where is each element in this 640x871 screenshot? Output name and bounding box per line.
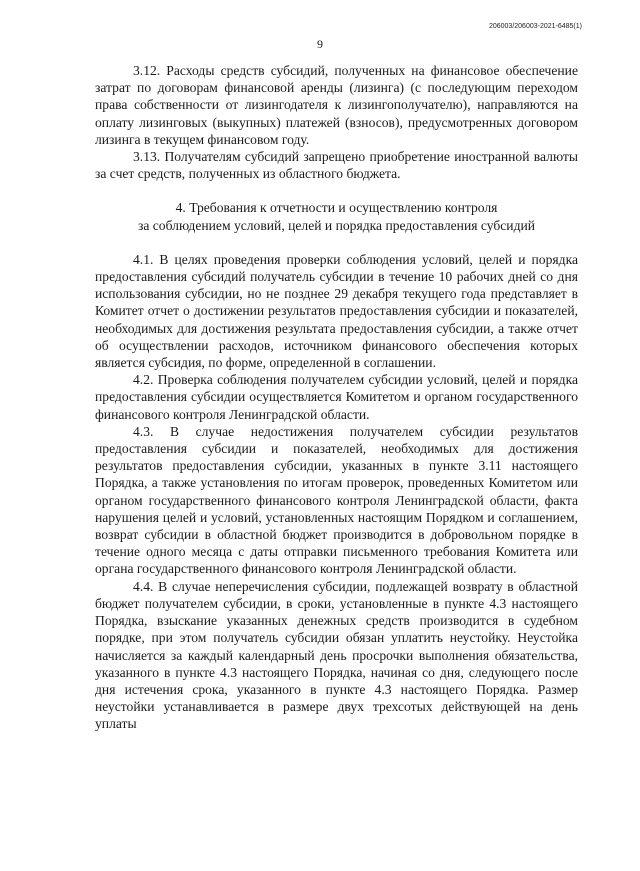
paragraph-3-13: 3.13. Получателям субсидий запрещено приобретение иностранной валюты за счет средств, полученных из областного бюджета. — [95, 149, 578, 182]
document-id: 206003/206003-2021-6485(1) — [488, 23, 582, 30]
section-heading — [95, 182, 578, 250]
paragraph-4-2: 4.2. Проверка соблюдения получателем субсидии условий, целей и порядка предоставления субсидии осуществляется Комитетом и органом государственного финансового контроля Ленинградской области. — [95, 372, 578, 422]
section-heading-line-1: 4. Требования к отчетности и осуществлению контроля — [175, 200, 498, 216]
paragraph-4-3: 4.3. В случае недостижения получателем субсидии результатов предоставления субсидии и показателей, необходимых для достижения результатов предоставления субсидии, указанных в пункте 3.11 настоящего Порядка, а также установления по итогам проверок, проведенных Комитетом или органом государственного финансового контроля Ленинградской области, факта нарушения целей и условий, установленных настоящим Порядком и соглашением, возврат субсидии в областной бюджет производится в добровольном порядке в течение одного месяца с даты отправки письменного требования Комитета или органа государственного финансового контроля Ленинградской области. — [95, 423, 578, 577]
paragraph-3-12: 3.12. Расходы средств субсидий, полученных на финансовое обеспечение затрат по договорам финансовой аренды (лизинга) (с последующим переходом права собственности от лизингодателя к лизингополучателю), направляются на оплату лизинговых (выкупных) платежей (взносов), предусмотренных договором лизинга в текущем финансовом году. — [95, 63, 578, 147]
document-body — [95, 62, 578, 733]
page-number: 9 — [317, 37, 323, 51]
section-heading-line-2: за соблюдением условий, целей и порядка предоставления субсидий — [137, 217, 536, 233]
paragraph-4-1: 4.1. В целях проведения проверки соблюдения условий, целей и порядка предоставления субсидий получатель субсидии в течение 10 рабочих дней со дня использования субсидии, но не позднее 29 декабря текущего года представляет в Комитет отчет о достижении результатов предоставления субсидии и показателей, необходимых для достижения результата предоставления субсидии, а также отчет об осуществлении расходов, источником финансового обеспечения которых является субсидия, по форме, определенной в соглашении. — [95, 251, 578, 371]
paragraph-4-4: 4.4. В случае неперечисления субсидии, подлежащей возврату в областной бюджет получателем субсидии, в сроки, установленные в пункте 4.3 настоящего Порядка, взыскание указанных денежных средств производится в судебном порядке, при этом получатель субсидии обязан уплатить неустойку. Неустойка начисляется за каждый календарный день просрочки выполнения обязательства, указанного в пункте 4.3 настоящего Порядка, начиная со дня, следующего после дня истечения срока, указанного в пункте 4.3 настоящего Порядка. Размер неустойки устанавливается в размере двух трехсотых действующей на день уплаты — [95, 578, 578, 732]
